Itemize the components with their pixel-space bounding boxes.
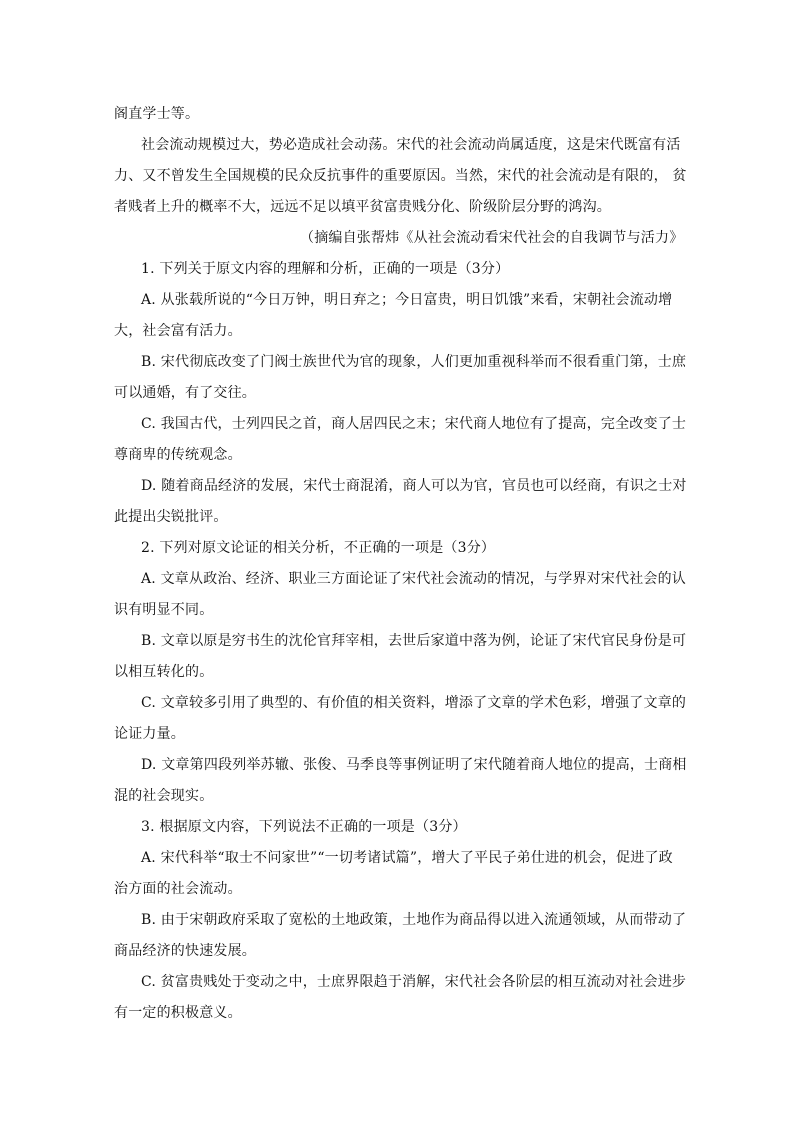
option-line: 此提出尖锐批评。	[114, 509, 228, 525]
option-line: 治方面的社会流动。	[114, 881, 242, 897]
option-line: 混的社会现实。	[114, 788, 214, 804]
passage-line: 者贱者上升的概率不大，远远不足以填平贫富贵贱分化、阶级阶层分野的鸿沟。	[114, 199, 611, 215]
option-line: C. 我国古代，士列四民之首，商人居四民之末；宋代商人地位有了提高，完全改变了士	[141, 416, 687, 432]
source-citation: （摘编自张帮炜《从社会流动看宋代社会的自我调节与活力》	[300, 230, 684, 246]
question-stem: 1. 下列关于原文内容的理解和分析，正确的一项是（3分）	[141, 261, 510, 277]
option-line: 大，社会富有活力。	[114, 323, 242, 339]
option-line: D. 文章第四段列举苏辙、张俊、马季良等事例证明了宋代随着商人地位的提高，士商相	[141, 757, 687, 773]
option-line: 有一定的积极意义。	[114, 1005, 242, 1021]
option-line: 商品经济的快速发展。	[114, 943, 256, 959]
option-line: C. 贫富贵贱处于变动之中，士庶界限趋于消解，宋代社会各阶层的相互流动对社会进步	[141, 974, 687, 990]
question-stem: 3. 根据原文内容，下列说法不正确的一项是（3分）	[141, 819, 467, 835]
option-line: 识有明显不同。	[114, 602, 214, 618]
option-line: 尊商卑的传统观念。	[114, 447, 242, 463]
option-line: 以相互转化的。	[114, 664, 214, 680]
option-line: A. 文章从政治、经济、职业三方面论证了宋代社会流动的情况，与学界对宋代社会的认	[141, 571, 687, 587]
option-line: B. 由于宋朝政府采取了宽松的土地政策，土地作为商品得以进入流通领域，从而带动了	[141, 912, 687, 928]
option-line: 论证力量。	[114, 726, 185, 742]
question-stem: 2. 下列对原文论证的相关分析，不正确的一项是（3分）	[141, 540, 496, 556]
option-line: A. 从张载所说的“今日万钟，明日弃之；今日富贵，明日饥饿”来看，宋朝社会流动增	[141, 292, 673, 308]
option-line: B. 文章以原是穷书生的沈伦官拜宰相，去世后家道中落为例，论证了宋代官民身份是可	[141, 633, 687, 649]
option-line: A. 宋代科举“取士不问家世”“一切考诸试篇”，增大了平民子弟仕进的机会，促进了政	[141, 850, 673, 866]
option-line: D. 随着商品经济的发展，宋代士商混淆，商人可以为官，官员也可以经商，有识之士对	[141, 478, 687, 494]
option-line: B. 宋代彻底改变了门阀士族世代为官的现象，人们更加重视科举而不很看重门第，士庶	[141, 354, 687, 370]
passage-line: 阁直学士等。	[114, 106, 200, 122]
passage-line: 社会流动规模过大，势必造成社会动荡。宋代的社会流动尚属适度，这是宋代既富有活	[141, 137, 681, 153]
option-line: 可以通婚，有了交往。	[114, 385, 256, 401]
passage-line: 力、又不曾发生全国规模的民众反抗事件的重要原因。当然，宋代的社会流动是有限的， 贫	[114, 168, 687, 184]
option-line: C. 文章较多引用了典型的、有价值的相关资料，增添了文章的学术色彩，增强了文章的	[141, 695, 687, 711]
